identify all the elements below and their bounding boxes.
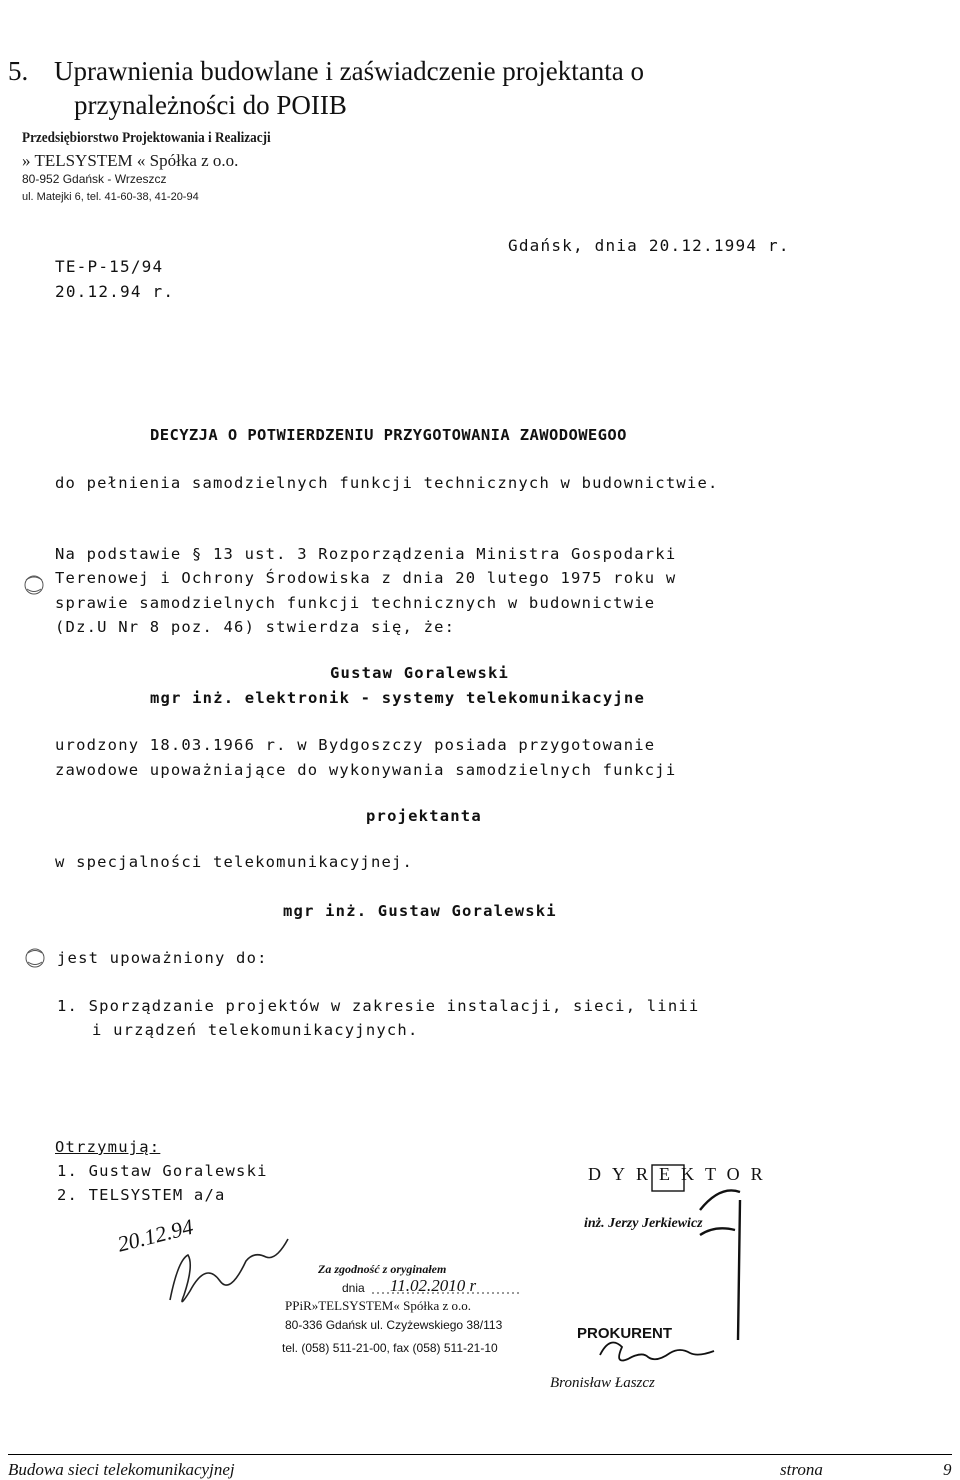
person-title: mgr inż. elektronik - systemy telekomunikacyjne — [150, 689, 645, 707]
prokurent-title: PROKURENT — [577, 1325, 673, 1342]
born-line-2: zawodowe upoważniające do wykonywania samodzielnych funkcji — [55, 761, 677, 779]
person-name: Gustaw Goralewski — [330, 664, 510, 682]
section-number: 5. — [8, 56, 29, 86]
section-title-line2: przynależności do POIIB — [74, 90, 347, 120]
copy-stamp-address: 80-336 Gdańsk ul. Czyżewskiego 38/113 — [285, 1318, 503, 1332]
letterhead-address: 80-952 Gdańsk - Wrzeszcz — [22, 172, 167, 186]
section-title — [8, 54, 644, 122]
authorized-to: jest upoważniony do: — [57, 949, 268, 967]
copy-stamp-date-label: dnia — [342, 1281, 365, 1295]
scope-line-2: i urządzeń telekomunikacyjnych. — [92, 1021, 419, 1039]
copy-stamp-title: Za zgodność z oryginałem — [318, 1262, 447, 1276]
copy-stamp-company: PPiR»TELSYSTEM« Spółka z o.o. — [285, 1298, 471, 1313]
basis-line-4: (Dz.U Nr 8 poz. 46) stwierdza się, że: — [55, 618, 456, 636]
footer-rule — [8, 1454, 952, 1455]
role: projektanta — [366, 807, 482, 825]
signature-prokurent — [600, 1343, 714, 1361]
decision-heading: DECYZJA O POTWIERDZENIU PRZYGOTOWANIA ZAWODOWEGOO — [150, 426, 627, 444]
letterhead-company: Przedsiębiorstwo Projektowania i Realizacji — [22, 130, 271, 146]
handwritten-date: 20.12.94 — [114, 1213, 196, 1257]
recipient-1: 1. Gustaw Goralewski — [57, 1162, 268, 1180]
specialty: w specjalności telekomunikacyjnej. — [55, 853, 414, 871]
letterhead-name: » TELSYSTEM « Spółka z o.o. — [22, 151, 239, 170]
prokurent-name: Bronisław Łaszcz — [550, 1375, 655, 1391]
decision-subheading: do pełnienia samodzielnych funkcji technicznych w budownictwie. — [55, 474, 719, 492]
recipient-2: 2. TELSYSTEM a/a — [57, 1186, 226, 1204]
person-repeat: mgr inż. Gustaw Goralewski — [283, 902, 557, 920]
born-line-1: urodzony 18.03.1966 r. w Bydgoszczy posiada przygotowanie — [55, 736, 656, 754]
footer-page-number: 9 — [943, 1460, 952, 1479]
basis-line-3: sprawie samodzielnych funkcji technicznych w budownictwie — [55, 594, 656, 612]
reference-date: 20.12.94 r. — [55, 282, 175, 301]
letterhead-phone: ul. Matejki 6, tel. 41-60-38, 41-20-94 — [22, 191, 199, 203]
signature-director — [700, 1190, 740, 1340]
footer-page-label: strona — [780, 1460, 823, 1479]
director-stamp-name: inż. Jerzy Jerkiewicz — [584, 1216, 703, 1231]
basis-line-1: Na podstawie § 13 ust. 3 Rozporządzenia Ministra Gospodarki — [55, 545, 677, 563]
copy-stamp-date-value: 11.02.2010 r — [390, 1276, 477, 1295]
hole-punch-mark-top — [25, 576, 43, 594]
copy-stamp-phone: tel. (058) 511-21-00, fax (058) 511-21-10 — [282, 1341, 498, 1355]
signature-recipient — [170, 1239, 288, 1302]
scope-line-1: 1. Sporządzanie projektów w zakresie instalacji, sieci, linii — [57, 997, 700, 1015]
hole-punch-mark-bottom — [26, 949, 44, 967]
section-title-line1: Uprawnienia budowlane i zaświadczenie projektanta o — [54, 56, 645, 86]
director-stamp-title: DYREKTOR — [588, 1164, 774, 1184]
recipients-heading: Otrzymują: — [55, 1138, 161, 1156]
place-date: Gdańsk, dnia 20.12.1994 r. — [508, 236, 790, 255]
basis-line-2: Terenowej i Ochrony Środowiska z dnia 20 lutego 1975 roku w — [55, 569, 677, 587]
footer-title: Budowa sieci telekomunikacyjnej — [8, 1460, 235, 1479]
reference-number: TE-P-15/94 — [55, 257, 164, 276]
